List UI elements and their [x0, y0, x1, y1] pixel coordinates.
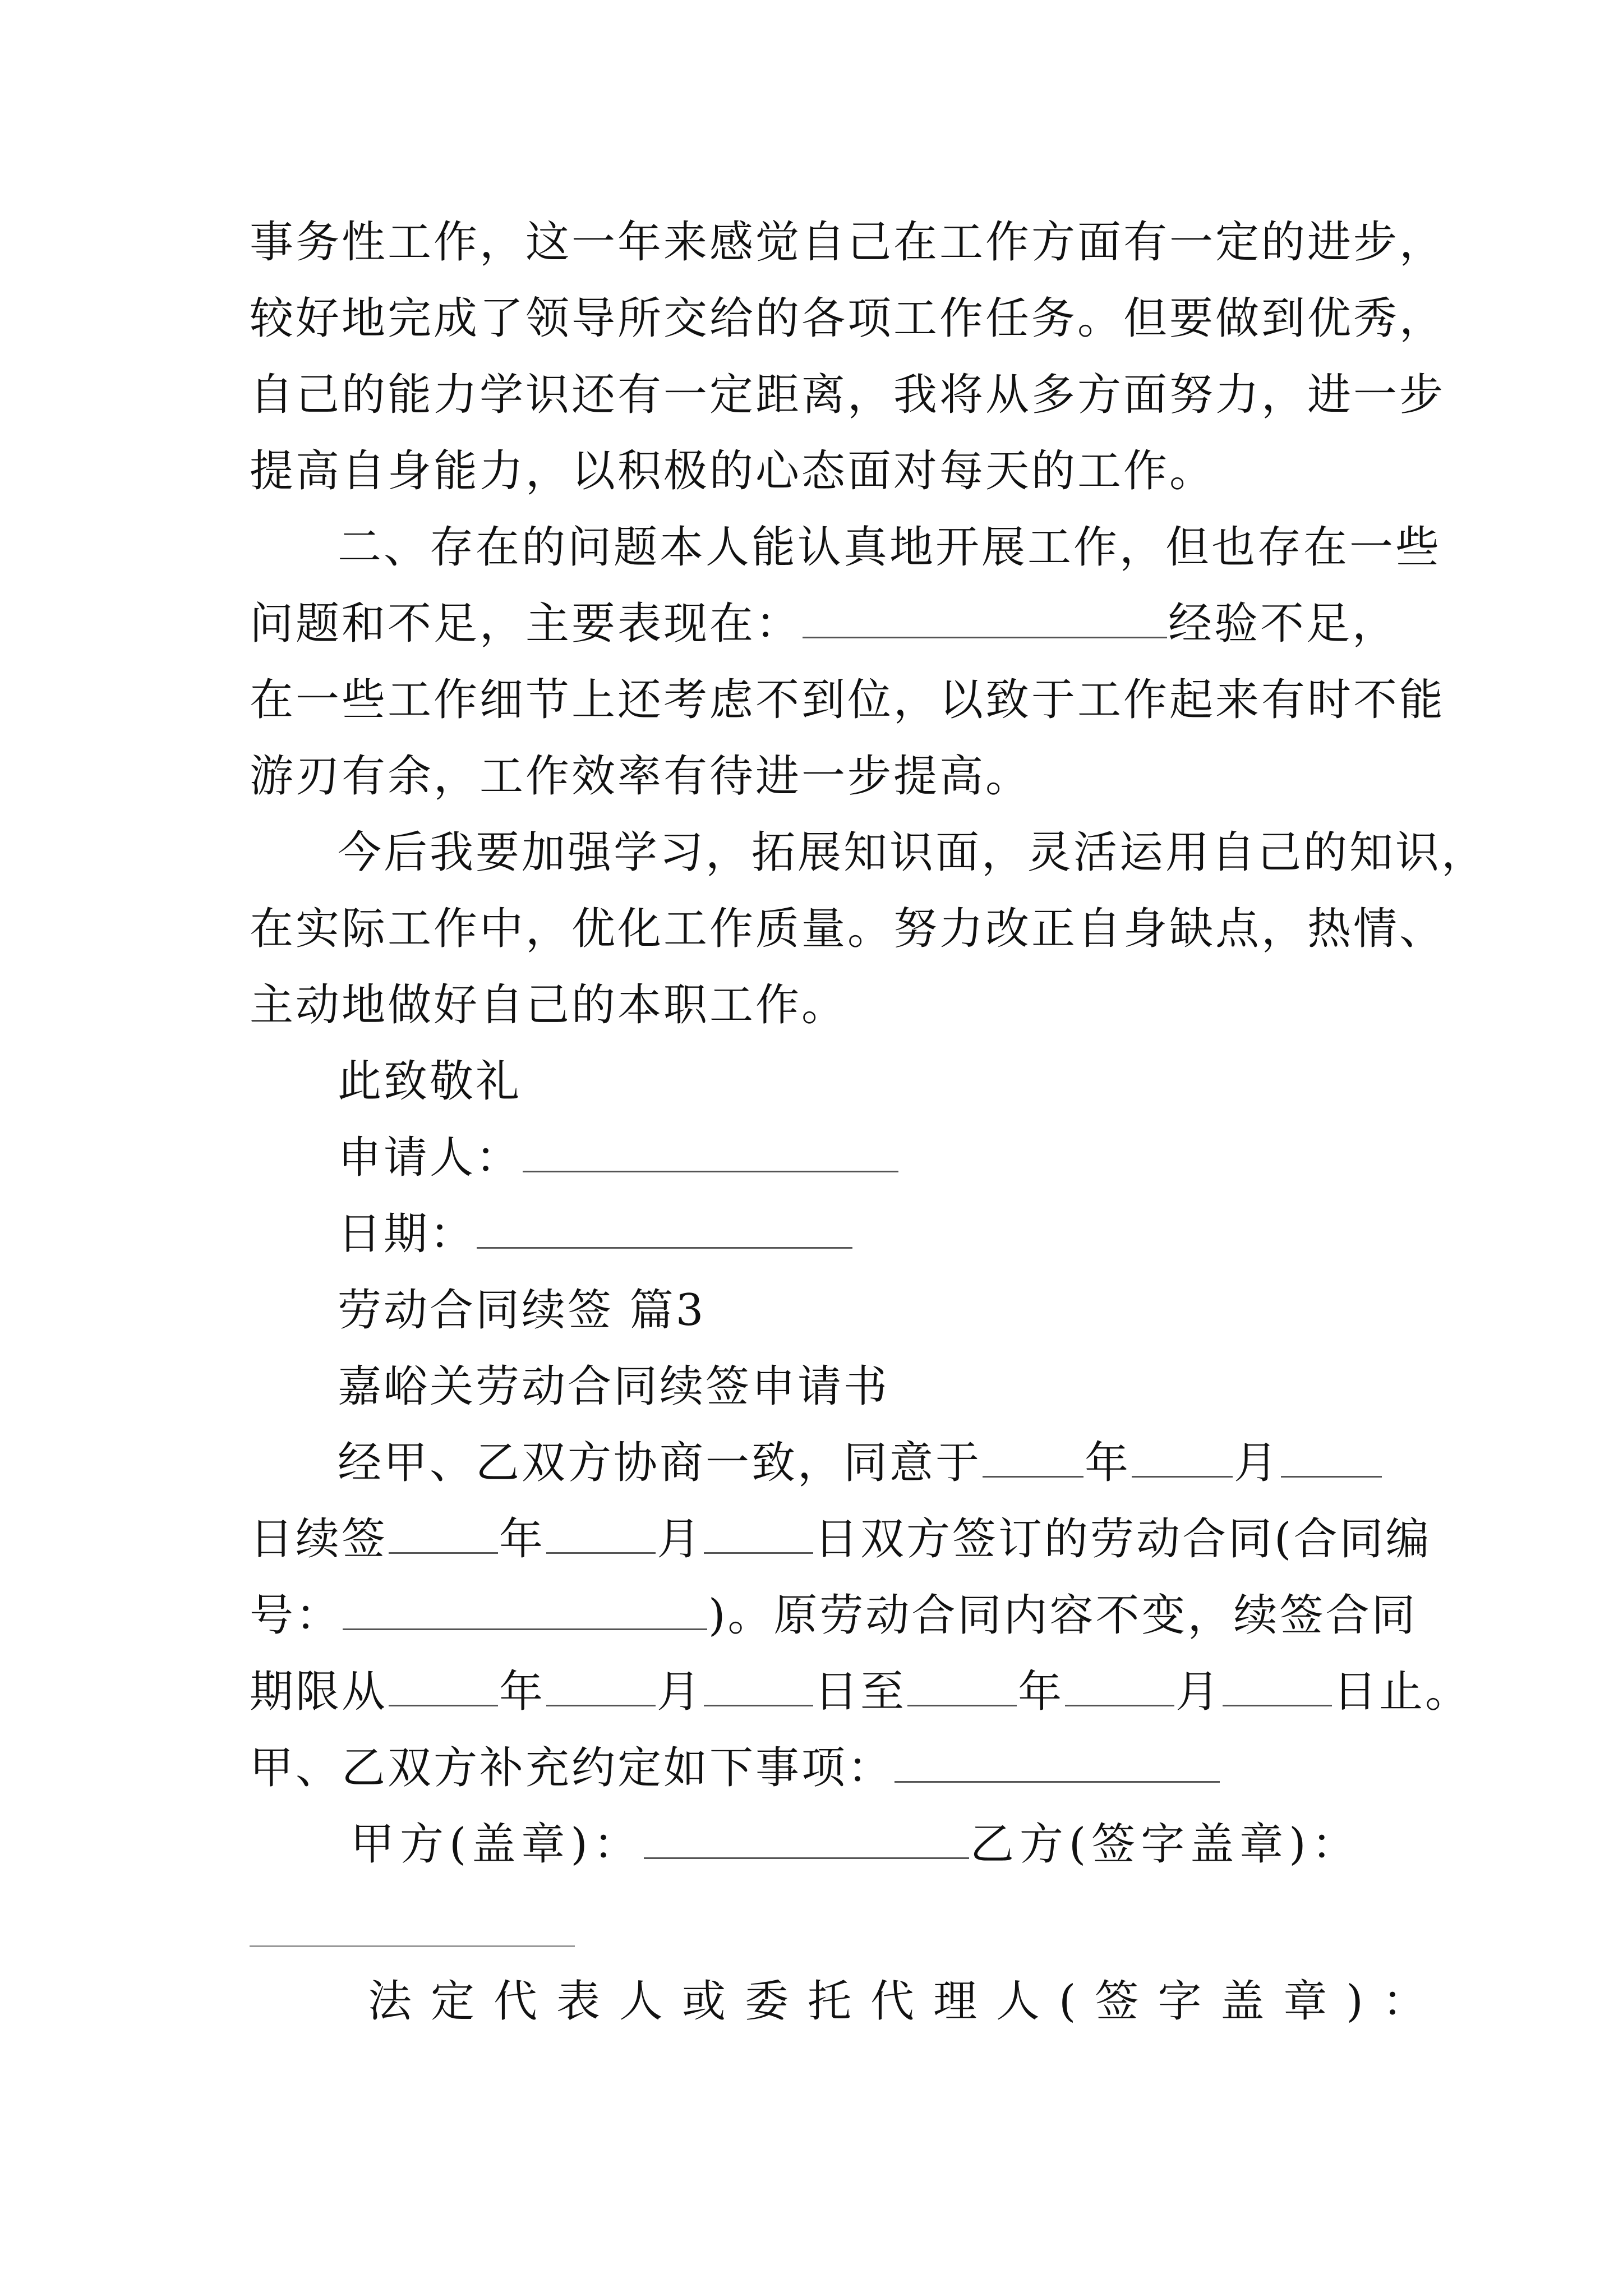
date-line [338, 1206, 854, 1262]
salutation: 此致敬礼 [338, 1056, 522, 1107]
paragraph-3-line-2: 在实际工作中，优化工作质量。努力改正自身缺点，热情、 [250, 904, 1446, 954]
from-day-blank[interactable] [704, 1669, 813, 1706]
year-label: 年 [1085, 1438, 1131, 1488]
party-a-blank[interactable] [644, 1821, 969, 1859]
supplementary-label: 甲、乙双方补充约定如下事项： [250, 1743, 894, 1793]
contract-line-1 [338, 1435, 1383, 1491]
paragraph-1-line-1: 事务性工作，这一年来感觉自己在工作方面有一定的进步， [250, 217, 1446, 268]
renew-year-blank[interactable] [983, 1440, 1083, 1478]
paragraph-2-line-3: 在一些工作细节上还考虑不到位，以致于工作起来有时不能 [250, 675, 1446, 725]
paragraph-3-line-1: 今后我要加强学习，拓展知识面，灵活运用自己的知识， [338, 827, 1488, 878]
day-end-label: 日止。 [1333, 1667, 1472, 1717]
signed-contract-text: 日双方签订的劳动合同(合同编 [814, 1514, 1432, 1565]
renew-month-blank[interactable] [1132, 1440, 1233, 1478]
agreement-text: 经甲、乙双方协商一致，同意于 [338, 1438, 982, 1488]
year-label: 年 [499, 1514, 546, 1565]
contract-line-5 [250, 1740, 1221, 1796]
paragraph-2-line-2 [250, 596, 1398, 652]
paragraph-1-line-3: 自己的能力学识还有一定距离，我将从多方面努力，进一步 [250, 370, 1446, 420]
from-year-blank[interactable] [389, 1669, 498, 1706]
renew-day-blank[interactable] [1281, 1440, 1382, 1478]
contract-line-4 [250, 1664, 1471, 1720]
problems-label: 问题和不足，主要表现在： [250, 599, 802, 649]
month-label: 月 [657, 1514, 703, 1565]
signed-year-blank[interactable] [389, 1516, 498, 1554]
section-title: 嘉峪关劳动合同续签申请书 [338, 1361, 890, 1412]
from-month-blank[interactable] [546, 1669, 656, 1706]
signed-day-blank[interactable] [704, 1516, 813, 1554]
paragraph-1-line-2: 较好地完成了领导所交给的各项工作任务。但要做到优秀， [250, 293, 1446, 344]
year-label: 年 [499, 1667, 546, 1717]
contract-unchanged-text: )。原劳动合同内容不变，续签合同 [708, 1590, 1418, 1641]
problems-suffix: 经验不足， [1168, 599, 1399, 649]
applicant-label: 申请人： [338, 1133, 522, 1183]
applicant-blank[interactable] [523, 1135, 898, 1172]
day-to-label: 日至 [814, 1667, 907, 1717]
legal-representative-line: 法定代表人或委托代理人(签字盖章)： [368, 1976, 1445, 2027]
to-year-blank[interactable] [907, 1669, 1017, 1706]
party-b-label: 乙方(签字盖章)： [970, 1819, 1361, 1870]
section-heading: 劳动合同续签 篇3 [338, 1285, 706, 1336]
contract-number-blank[interactable] [343, 1593, 707, 1630]
renew-label: 日续签 [250, 1514, 388, 1565]
paragraph-1-line-4: 提高自身能力，以积极的心态面对每天的工作。 [250, 446, 1216, 496]
year-label: 年 [1018, 1667, 1064, 1717]
contract-line-2 [250, 1511, 1431, 1567]
to-month-blank[interactable] [1065, 1669, 1174, 1706]
date-blank[interactable] [477, 1211, 852, 1249]
paragraph-2-line-4: 游刃有余，工作效率有待进一步提高。 [250, 751, 1032, 802]
contract-number-label: 号： [250, 1590, 342, 1641]
month-label: 月 [657, 1667, 703, 1717]
month-label: 月 [1175, 1667, 1222, 1717]
to-day-blank[interactable] [1223, 1669, 1332, 1706]
term-from-label: 期限从 [250, 1667, 388, 1717]
contract-line-3 [250, 1588, 1417, 1644]
party-a-label: 甲方(盖章)： [351, 1819, 643, 1870]
signed-month-blank[interactable] [546, 1516, 656, 1554]
problems-blank[interactable] [803, 601, 1167, 638]
supplementary-blank[interactable] [895, 1745, 1220, 1783]
party-b-signature-rule [250, 1945, 575, 1947]
paragraph-2-line-1: 二、存在的问题本人能认真地开展工作，但也存在一些 [338, 522, 1442, 573]
date-label: 日期： [338, 1209, 476, 1259]
month-label: 月 [1234, 1438, 1280, 1488]
party-signature-line [351, 1816, 1361, 1872]
paragraph-3-line-3: 主动地做好自己的本职工作。 [250, 980, 848, 1030]
applicant-line [338, 1130, 900, 1186]
